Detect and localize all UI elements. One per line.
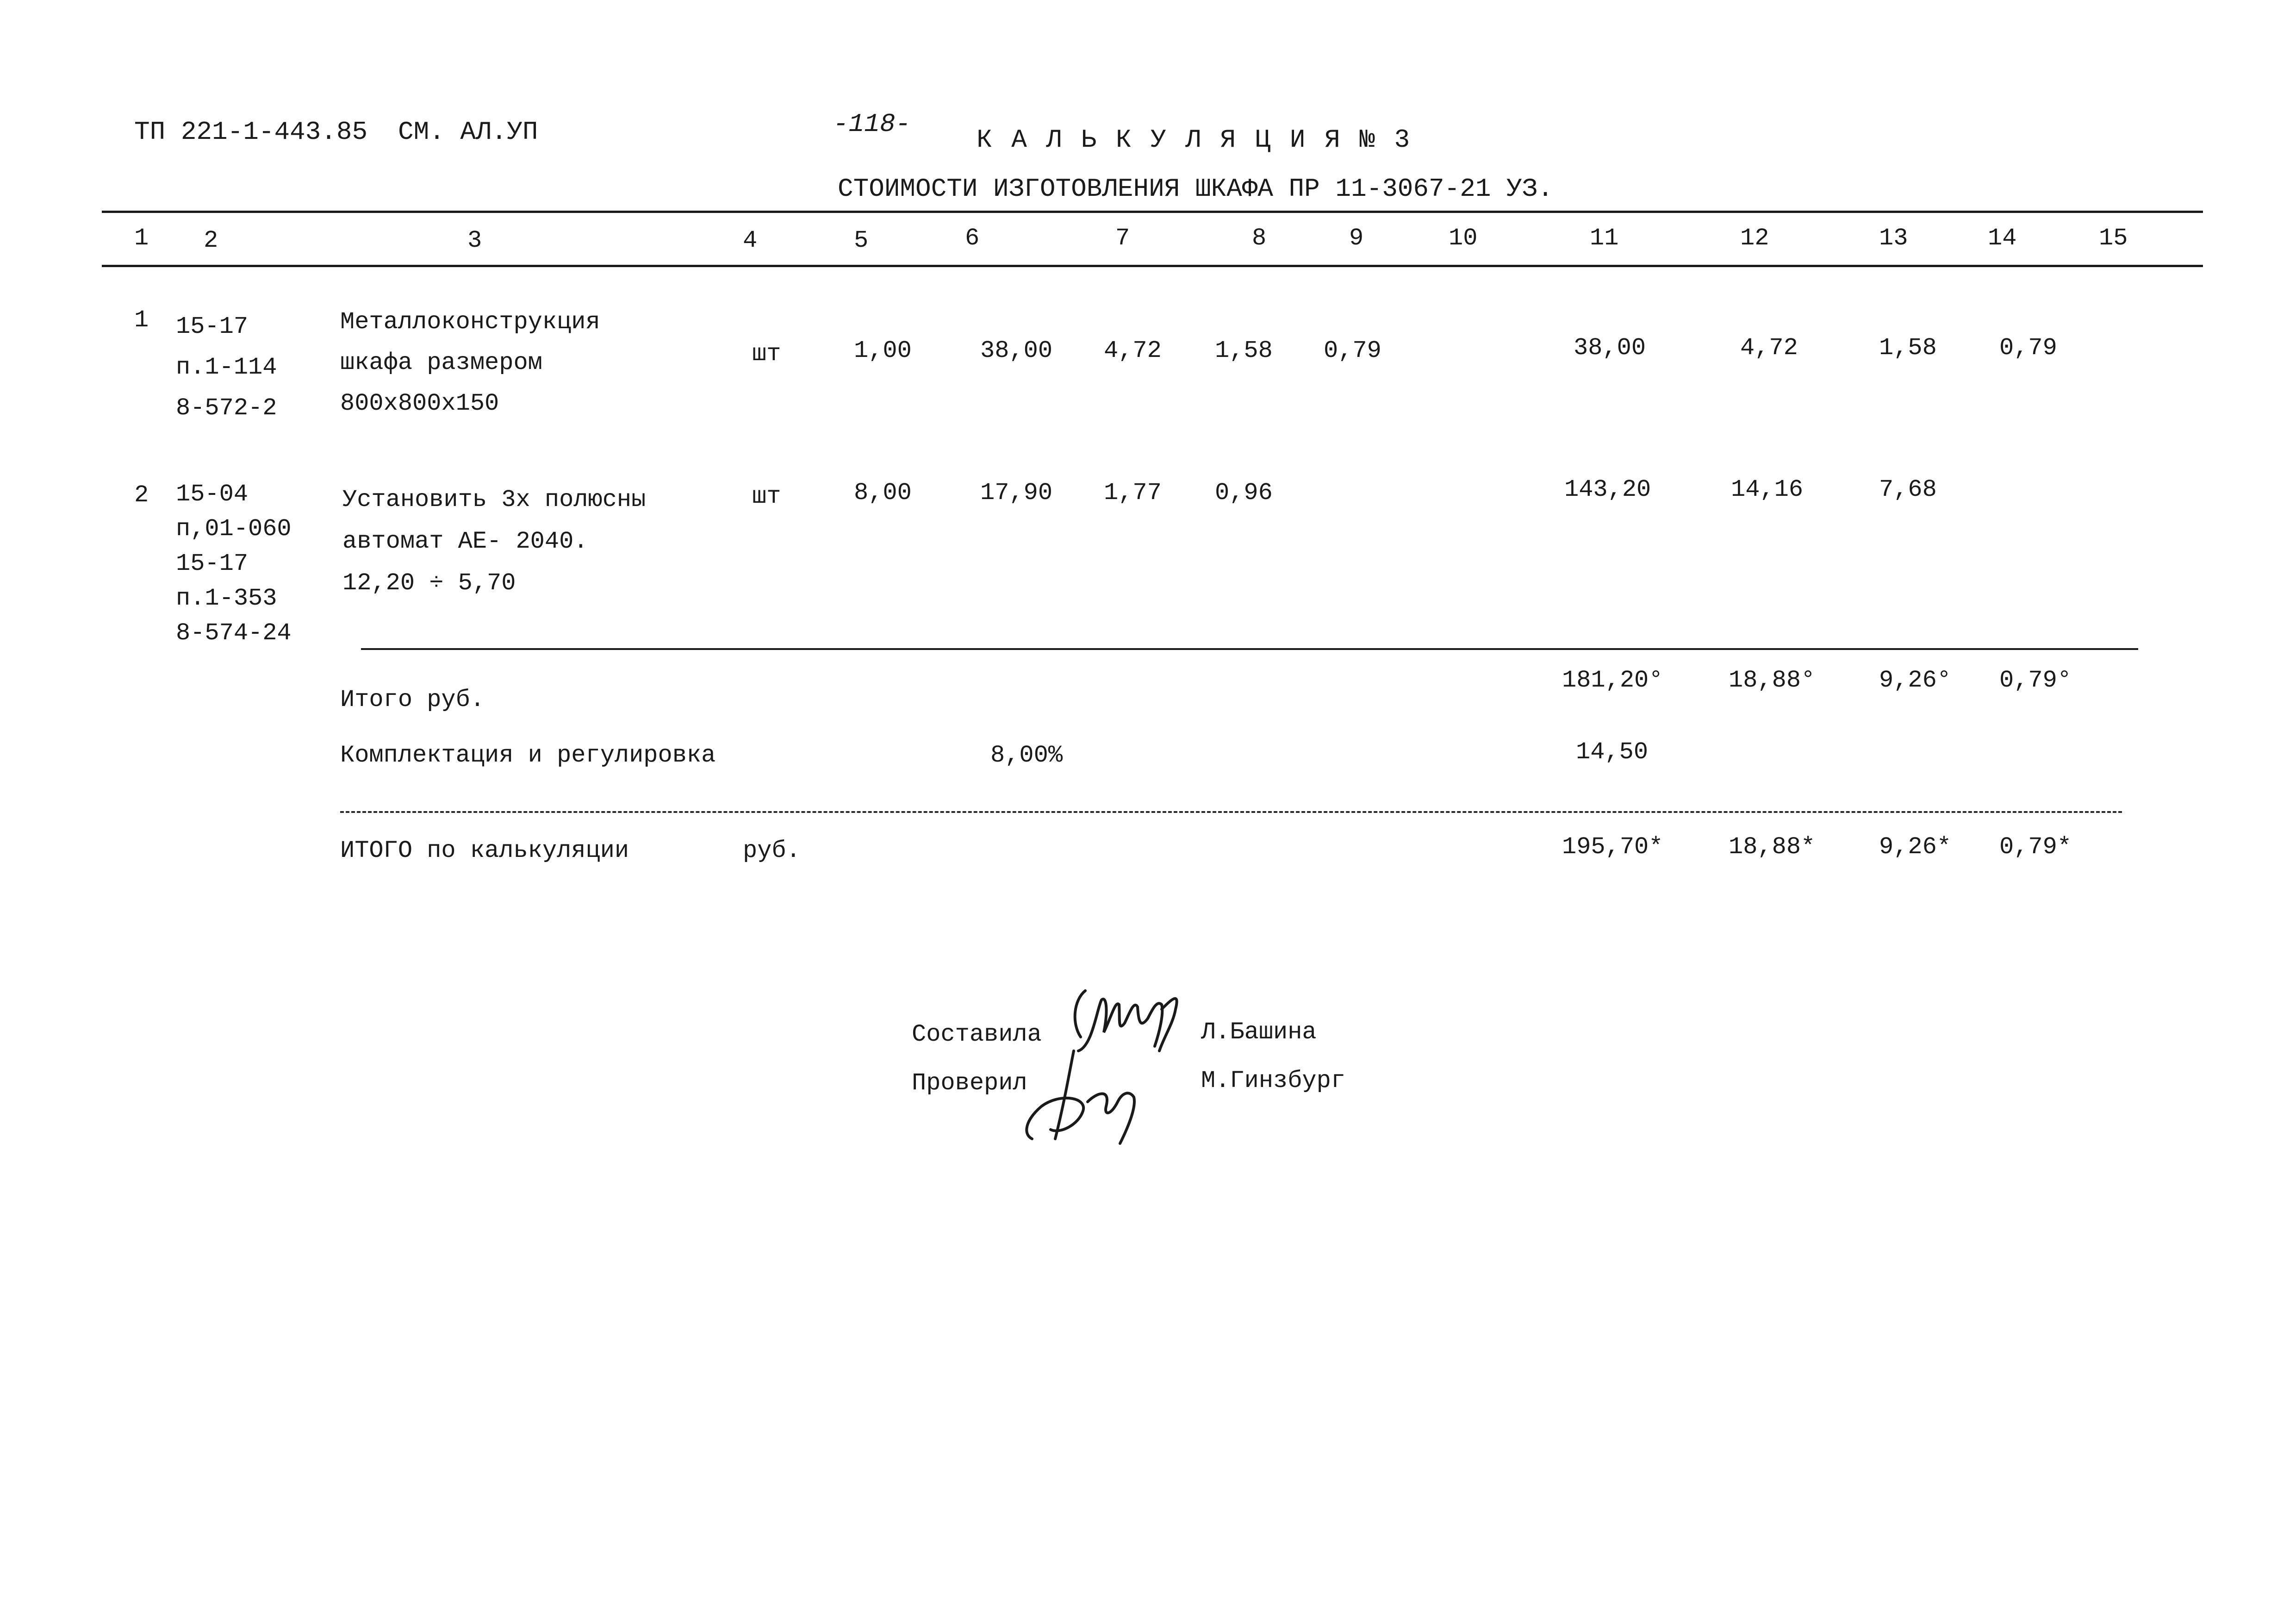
column-header-12: 12 — [1740, 225, 1769, 252]
row-2-name-line-3: 12,20 ÷ 5,70 — [342, 569, 516, 597]
row-1-name-line-3: 800х800х150 — [340, 390, 499, 417]
total-col-11: 195,70* — [1562, 833, 1663, 861]
checked-by-label: Проверил — [912, 1069, 1027, 1097]
row-1-code — [176, 306, 277, 429]
row-1-name — [340, 302, 600, 424]
document-subtitle: СТОИМОСТИ ИЗГОТОВЛЕНИЯ ШКАФА ПР 11-3067-21 УЗ. — [838, 174, 1553, 204]
column-header-13: 13 — [1879, 225, 1908, 252]
column-header-9: 9 — [1349, 225, 1364, 252]
row-1-number: 1 — [134, 306, 149, 334]
row-1-code-line-3: 8-572-2 — [176, 394, 277, 422]
table-top-rule — [102, 211, 2203, 213]
column-header-1: 1 — [134, 225, 149, 252]
row-1-col-8: 1,58 — [1215, 337, 1273, 364]
row-1-quantity: 1,00 — [854, 337, 912, 364]
row-1-code-line-2: п.1-114 — [176, 354, 277, 381]
assembly-col-11: 14,50 — [1576, 738, 1649, 766]
document-code: ТП 221-1-443.85 — [134, 117, 368, 147]
row-1-name-line-1: Металлоконструкция — [340, 308, 600, 336]
total-unit: руб. — [743, 837, 801, 864]
row-2-code-line-4: п.1-353 — [176, 585, 277, 612]
row-2-col-6: 17,90 — [980, 479, 1053, 506]
row-2-code-line-5: 8-574-24 — [176, 619, 292, 647]
checked-by-name: М.Гинзбург — [1201, 1067, 1346, 1094]
row-1-col-6: 38,00 — [980, 337, 1053, 364]
row-1-code-line-1: 15-17 — [176, 313, 249, 340]
row-1-col-11: 38,00 — [1574, 334, 1646, 362]
total-rule — [340, 811, 2122, 813]
column-header-2: 2 — [204, 227, 218, 254]
row-2-col-11: 143,20 — [1564, 476, 1651, 503]
row-2-unit: шт — [752, 483, 781, 510]
column-header-4: 4 — [743, 227, 758, 254]
column-header-14: 14 — [1988, 225, 2017, 252]
row-2-name-line-1: Установить 3х полюсны — [342, 486, 646, 513]
subtotal-col-12: 18,88° — [1729, 667, 1816, 694]
subtotal-col-14: 0,79° — [1999, 667, 2072, 694]
row-2-number: 2 — [134, 481, 149, 509]
row-1-col-9: 0,79 — [1324, 337, 1381, 364]
column-header-7: 7 — [1115, 225, 1130, 252]
row-2-code — [176, 477, 292, 650]
column-header-3: 3 — [467, 227, 482, 254]
row-2-quantity: 8,00 — [854, 479, 912, 506]
column-header-10: 10 — [1449, 225, 1478, 252]
table-header-rule — [102, 265, 2203, 267]
row-2-name — [342, 479, 646, 604]
page-number: -118- — [833, 109, 911, 139]
row-2-code-line-1: 15-04 — [176, 481, 249, 508]
checked-by-signature — [1018, 1046, 1166, 1153]
compiled-by-name: Л.Башина — [1201, 1018, 1317, 1046]
row-1-col-12: 4,72 — [1740, 334, 1798, 362]
subtotal-col-11: 181,20° — [1562, 667, 1663, 694]
row-1-col-7: 4,72 — [1104, 337, 1162, 364]
column-header-15: 15 — [2099, 225, 2128, 252]
row-2-col-12: 14,16 — [1731, 476, 1804, 503]
total-col-14: 0,79* — [1999, 833, 2072, 861]
row-2-name-line-2: автомат АЕ- 2040. — [342, 528, 588, 555]
row-2-code-line-3: 15-17 — [176, 550, 249, 577]
row-1-col-14: 0,79 — [1999, 334, 2057, 362]
subtotal-label: Итого руб. — [340, 686, 485, 713]
subtotal-rule — [361, 648, 2138, 650]
row-2-code-line-2: п,01-060 — [176, 515, 292, 543]
row-2-col-8: 0,96 — [1215, 479, 1273, 506]
compiled-by-label: Составила — [912, 1021, 1042, 1048]
document-title: К А Л Ь К У Л Я Ц И Я № 3 — [977, 125, 1412, 155]
row-2-col-7: 1,77 — [1104, 479, 1162, 506]
column-header-5: 5 — [854, 227, 869, 254]
row-1-col-13: 1,58 — [1879, 334, 1937, 362]
row-1-unit: шт — [752, 340, 781, 368]
subtotal-col-13: 9,26° — [1879, 667, 1952, 694]
assembly-label: Комплектация и регулировка — [340, 742, 716, 769]
total-col-13: 9,26* — [1879, 833, 1952, 861]
row-1-name-line-2: шкафа размером — [340, 349, 542, 376]
row-2-col-13: 7,68 — [1879, 476, 1937, 503]
total-col-12: 18,88* — [1729, 833, 1816, 861]
column-header-11: 11 — [1590, 225, 1619, 252]
assembly-percent: 8,00% — [990, 742, 1063, 769]
album-reference: СМ. АЛ.УП — [398, 117, 538, 147]
column-header-8: 8 — [1252, 225, 1267, 252]
total-label: ИТОГО по калькуляции — [340, 837, 629, 864]
column-header-6: 6 — [965, 225, 980, 252]
